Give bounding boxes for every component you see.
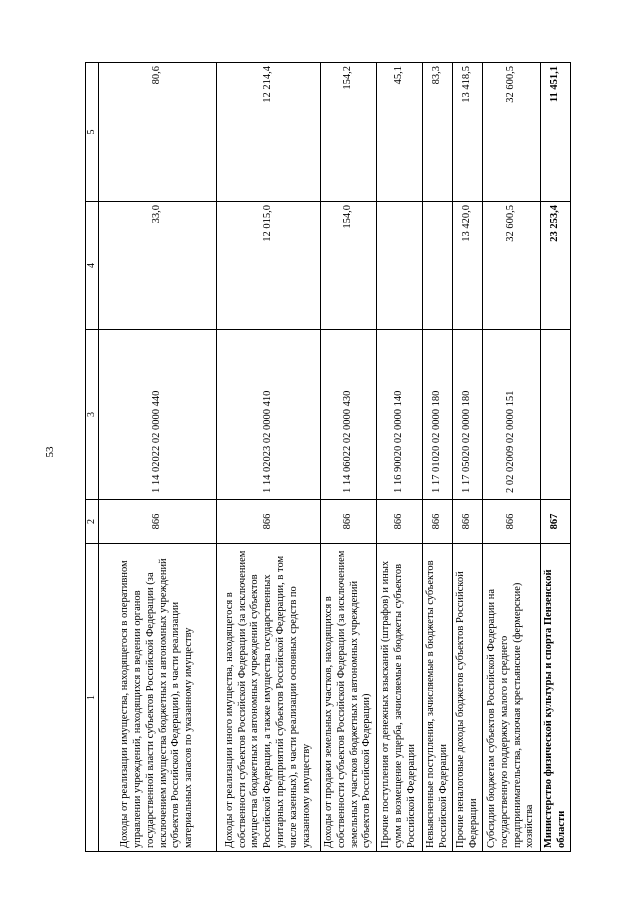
table-row	[453, 63, 483, 852]
row-admin-code: 867	[541, 500, 571, 544]
row-fact: 45,1	[377, 63, 423, 202]
row-name: Доходы от реализации имущества, находящегося в оперативном управлении учреждений, находящихся в ведении органов государственной власти субъектов Российской Федерации (за исключением имущества бюджетных и автономных учреждений субъектов Российской Федерации), в части реализации материальных запасов по указанному имуществу	[99, 544, 217, 852]
table-row	[483, 63, 541, 852]
row-admin-code: 866	[453, 500, 483, 544]
row-admin-code: 866	[217, 500, 321, 544]
row-plan: 13 420,0	[453, 202, 483, 330]
row-budget-code: 1 17 01020 02 0000 180	[423, 330, 453, 500]
header-row	[86, 63, 99, 852]
header-col-5: 5	[86, 63, 99, 202]
revenue-table	[85, 62, 571, 852]
table-container	[85, 63, 567, 852]
row-budget-code: 2 02 02009 02 0000 151	[483, 330, 541, 500]
row-name: Прочие неналоговые доходы бюджетов субъектов Российской Федерации	[453, 544, 483, 852]
table-row	[423, 63, 453, 852]
row-plan: 23 253,4	[541, 202, 571, 330]
row-budget-code: 1 17 05020 02 0000 180	[453, 330, 483, 500]
table-row	[99, 63, 217, 852]
header-col-1: 1	[86, 544, 99, 852]
row-plan: 33,0	[99, 202, 217, 330]
table-row	[217, 63, 321, 852]
row-budget-code: 1 14 06022 02 0000 430	[321, 330, 377, 500]
row-budget-code: 1 14 02022 02 0000 440	[99, 330, 217, 500]
row-fact: 83,3	[423, 63, 453, 202]
row-fact: 80,6	[99, 63, 217, 202]
row-name: Министерство физической культуры и спорта Пензенской области	[541, 544, 571, 852]
header-col-3: 3	[86, 330, 99, 500]
row-name: Доходы от реализации иного имущества, находящегося в собственности субъектов Российской Федерации (за исключением имущества бюджетных и автономных учреждений субъектов Российской Федерации, а также имущества государственных унитарных предприятий субъектов Российской Федерации, в том числе казенных), в части реализации основных средств по указанному имуществу	[217, 544, 321, 852]
row-fact: 11 451,1	[541, 63, 571, 202]
row-plan	[377, 202, 423, 330]
row-plan: 154,0	[321, 202, 377, 330]
row-plan	[423, 202, 453, 330]
row-name: Субсидии бюджетам субъектов Российской Федерации на государственную поддержку малого и среднего предпринимательства, включая крестьянские (фермерские) хозяйства	[483, 544, 541, 852]
page-number: 53	[44, 446, 56, 458]
row-admin-code: 866	[483, 500, 541, 544]
row-plan: 32 600,5	[483, 202, 541, 330]
table-row	[321, 63, 377, 852]
row-fact: 154,2	[321, 63, 377, 202]
table-row	[377, 63, 423, 852]
row-fact: 12 214,4	[217, 63, 321, 202]
row-plan: 12 015,0	[217, 202, 321, 330]
row-budget-code	[541, 330, 571, 500]
row-admin-code: 866	[377, 500, 423, 544]
row-fact: 13 418,5	[453, 63, 483, 202]
row-name: Доходы от продажи земельных участков, находящихся в собственности субъектов Российской Федерации (за исключением земельных участков бюджетных и автономных учреждений субъектов Российской Федерации)	[321, 544, 377, 852]
table-row-ministry	[541, 63, 571, 852]
row-admin-code: 866	[99, 500, 217, 544]
row-name: Прочие поступления от денежных взысканий (штрафов) и иных сумм в возмещение ущерба, зачисляемые в бюджеты субъектов Российской Федерации	[377, 544, 423, 852]
row-budget-code: 1 14 02023 02 0000 410	[217, 330, 321, 500]
row-name: Невыясненные поступления, зачисляемые в бюджеты субъектов Российской Федерации	[423, 544, 453, 852]
header-col-2: 2	[86, 500, 99, 544]
header-col-4: 4	[86, 202, 99, 330]
row-admin-code: 866	[423, 500, 453, 544]
row-admin-code: 866	[321, 500, 377, 544]
row-budget-code: 1 16 90020 02 0000 140	[377, 330, 423, 500]
row-fact: 32 600,5	[483, 63, 541, 202]
